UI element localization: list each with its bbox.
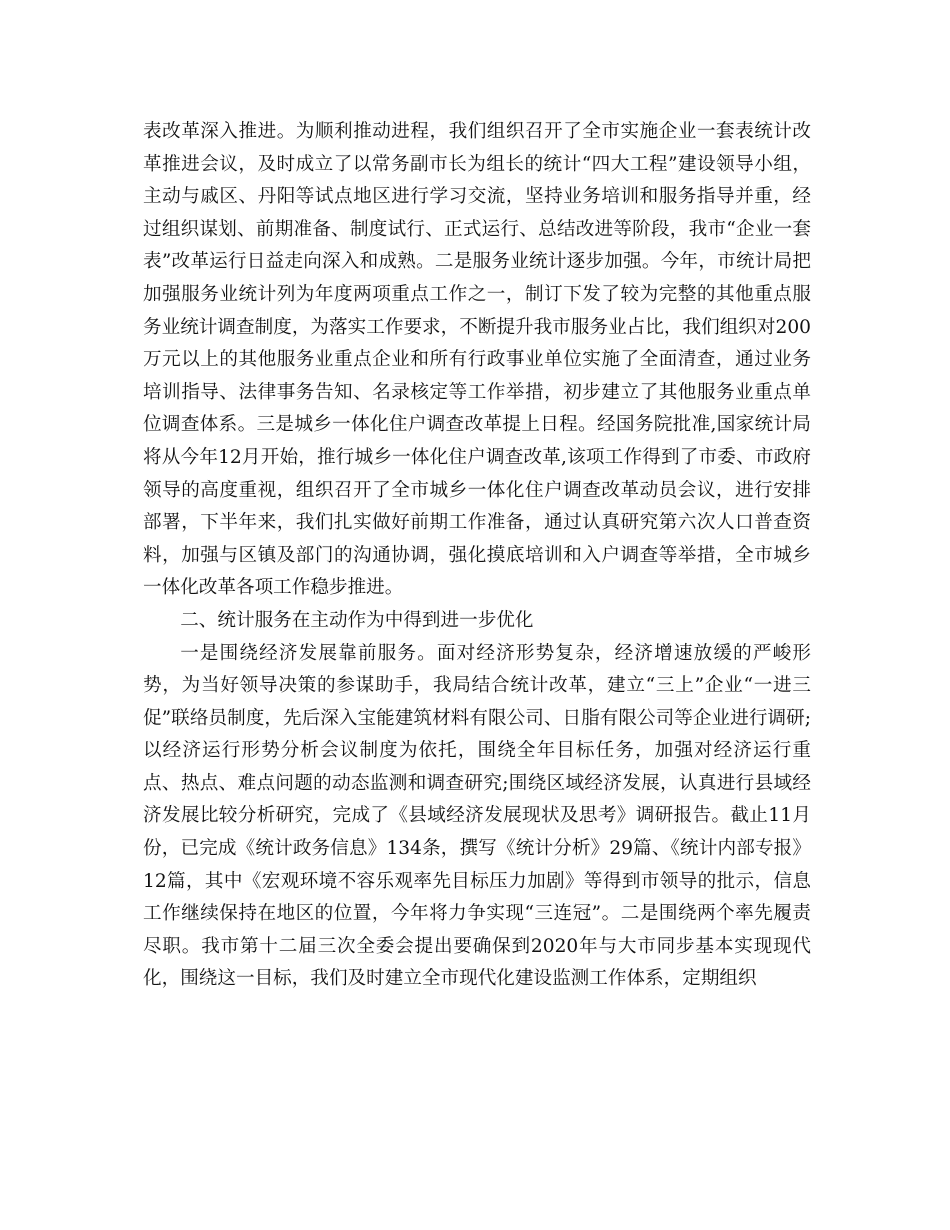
paragraph-economic-services: 一是围绕经济发展靠前服务。面对经济形势复杂，经济增速放缓的严峻形势，为当好领导决策的参谋助手，我局结合统计改革，建立“三上”企业“一进三促”联络员制度，先后深入宝能建筑材料有限公司、日脂有限公司等企业进行调研;以经济运行形势分析会议制度为依托，围绕全年目标任务，加强对经济运行重点、热点、难点问题的动态监测和调查研究;围绕区域经济发展，认真进行县域经济发展比较分析研究，完成了《县域经济发展现状及思考》调研报告。截止11月份，已完成《统计政务信息》134条，撰写《统计分析》29篇、《统计内部专报》12篇，其中《宏观环境不容乐观率先目标压力加剧》等得到市领导的批示，信息工作继续保持在地区的位置，今年将力争实现“三连冠”。二是围绕两个率先履责尽职。我市第十二届三次全委会提出要确保到2020年与大市同步基本实现现代化，围绕这一目标，我们及时建立全市现代化建设监测工作体系，定期组织 — [143, 642, 811, 990]
section-heading-statistical-services: 二、统计服务在主动作为中得到进一步优化 — [180, 609, 534, 631]
document-body — [143, 116, 811, 996]
paragraph-reform-progress: 表改革深入推进。为顺利推动进程，我们组织召开了全市实施企业一套表统计改革推进会议，及时成立了以常务副市长为组长的统计“四大工程”建设领导小组，主动与戚区、丹阳等试点地区进行学习交流，坚持业务培训和服务指导并重，经过组织谋划、前期准备、制度试行、正式运行、总结改进等阶段，我市“企业一套表”改革运行日益走向深入和成熟。二是服务业统计逐步加强。今年，市统计局把加强服务业统计列为年度两项重点工作之一，制订下发了较为完整的其他重点服务业统计调查制度，为落实工作要求，不断提升我市服务业占比，我们组织对200万元以上的其他服务业重点企业和所有行政事业单位实施了全面清查，通过业务培训指导、法律事务告知、名录核定等工作举措，初步建立了其他服务业重点单位调查体系。三是城乡一体化住户调查改革提上日程。经国务院批准,国家统计局将从今年12月开始，推行城乡一体化住户调查改革,该项工作得到了市委、市政府领导的高度重视，组织召开了全市城乡一体化住户调查改革动员会议，进行安排部署，下半年来，我们扎实做好前期工作准备，通过认真研究第六次人口普查资料，加强与区镇及部门的沟通协调，强化摸底培训和入户调查等举措，全市城乡一体化改革各项工作稳步推进。 — [143, 121, 811, 599]
